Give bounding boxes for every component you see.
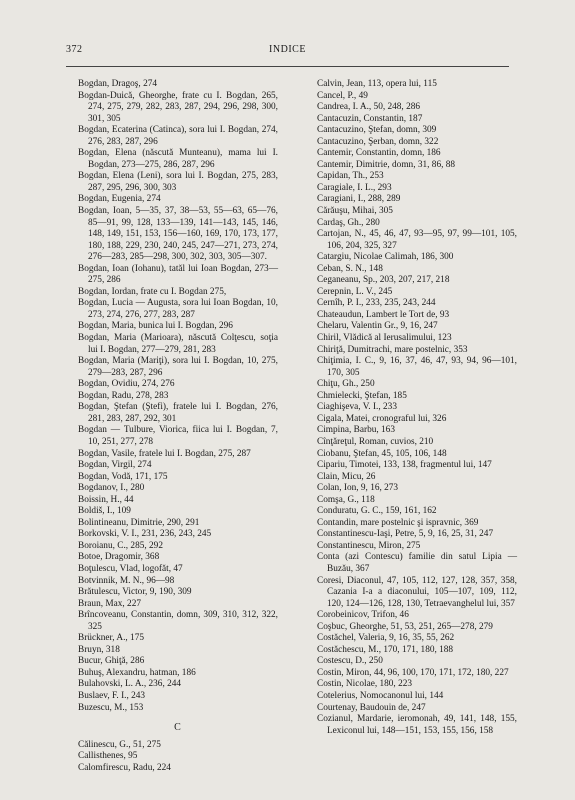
index-entry: Bogdan, Maria (Marioara), născută Colţescu, soţia lui I. Bogdan, 277—279, 281, 283 bbox=[78, 333, 278, 355]
index-entry: Bogdan, Virgil, 274 bbox=[78, 460, 152, 471]
index-entry: Coşbuc, Gheorghe, 51, 53, 251, 265—278, 279 bbox=[317, 621, 493, 632]
index-entry: Cimpina, Barbu, 163 bbox=[317, 425, 395, 436]
index-entry: Bogdan, Vasile, fratele lui I. Bogdan, 275, 287 bbox=[78, 448, 251, 459]
index-entry: Botvinnik, M. N., 96—98 bbox=[78, 575, 175, 586]
index-entry: Buslaev, F. I., 243 bbox=[78, 690, 146, 701]
index-entry: Bogdan, Ecaterina (Catinca), sora lui I. Bogdan, 274, 276, 283, 287, 296 bbox=[78, 125, 278, 147]
index-entry: Bogdan, Vodă, 171, 175 bbox=[78, 471, 168, 482]
index-entry: Brîncoveanu, Constantin, domn, 309, 310, 312, 322, 325 bbox=[78, 610, 278, 632]
index-entry: Chiriţă, Dumitrachi, mare postelnic, 353 bbox=[317, 344, 468, 355]
index-entry: Bogdan, Ioan (Iohanu), tatăl lui Ioan Bogdan, 273—275, 286 bbox=[78, 263, 278, 286]
index-entry: Bogdan, Dragoş, 274 bbox=[78, 79, 158, 89]
index-entry: Caragiale, I. L., 293 bbox=[317, 182, 392, 193]
index-entry: Calomfirescu, Radu, 224 bbox=[78, 762, 171, 773]
index-entry: Calvin, Jean, 113, opera lui, 115 bbox=[317, 79, 437, 89]
header-rule bbox=[66, 66, 509, 67]
index-entry: Bogdanov, I., 280 bbox=[78, 483, 145, 494]
page-title: INDICE bbox=[269, 44, 306, 55]
index-entry: Cărăuşu, Mihai, 305 bbox=[317, 206, 393, 217]
index-entry: Ciobanu, Ştefan, 45, 105, 106, 148 bbox=[317, 448, 447, 459]
index-entry: Clain, Micu, 26 bbox=[317, 471, 376, 482]
section-letter: C bbox=[174, 722, 182, 734]
index-entry: Comşa, G., 118 bbox=[317, 494, 375, 505]
index-entry: Bogdan, Lucia — Augusta, sora lui Ioan Bogdan, 10, 273, 274, 276, 277, 283, 287 bbox=[78, 298, 278, 320]
index-entry: Călinescu, G., 51, 275 bbox=[78, 739, 161, 750]
index-entry: Chelaru, Valentin Gr., 9, 16, 247 bbox=[317, 321, 438, 332]
index-entry: Cancel, P., 49 bbox=[317, 90, 368, 101]
index-entry: Botoe, Dragomir, 368 bbox=[78, 552, 160, 563]
index-entry: Braun, Max, 227 bbox=[78, 598, 142, 609]
index-entry: Chiril, Vlădică al Ierusalimului, 123 bbox=[317, 333, 452, 344]
index-entry: Cartojan, N., 45, 46, 47, 93—95, 97, 99—101, 105, 106, 204, 325, 327 bbox=[317, 229, 517, 251]
index-entry: Bogdan, Elena (Leni), sora lui I. Bogdan, 275, 283, 287, 295, 296, 300, 303 bbox=[78, 171, 278, 193]
index-entry: Ceganeanu, Sp., 203, 207, 217, 218 bbox=[317, 275, 450, 286]
index-entry: Cantacuzino, Şerban, domn, 322 bbox=[317, 136, 439, 147]
index-entry: Ciaghişeva, V. I., 233 bbox=[317, 402, 397, 413]
right-column bbox=[317, 79, 517, 737]
index-entry: Catargiu, Nicolae Calimah, 186, 300 bbox=[317, 252, 454, 263]
index-entry: Buzescu, M., 153 bbox=[78, 702, 144, 713]
index-entry: Cantemir, Dimitrie, domn, 31, 86, 88 bbox=[317, 159, 456, 170]
index-entry: Cînţăreţul, Roman, cuvios, 210 bbox=[317, 436, 434, 447]
index-entry: Conduratu, G. C., 159, 161, 162 bbox=[317, 506, 437, 517]
index-entry: Costăchescu, M., 170, 171, 180, 188 bbox=[317, 644, 454, 655]
index-entry: Courtenay, Baudouin de, 247 bbox=[317, 702, 426, 713]
index-entry: Bogdan, Eugenia, 274 bbox=[78, 194, 161, 205]
index-entry: Bogdan, Iordan, frate cu I. Bogdan 275, bbox=[78, 286, 227, 297]
index-entry: Cozianul, Mardarie, ieromonah, 49, 141, 148, 155, Lexiconul lui, 148—151, 153, 155, 156, 158 bbox=[317, 714, 517, 736]
index-entry: Bogdan, Ovidiu, 274, 276 bbox=[78, 379, 175, 390]
index-entry: Costăchel, Valeria, 9, 16, 35, 55, 262 bbox=[317, 633, 455, 644]
index-entry: Borkovski, V. I., 231, 236, 243, 245 bbox=[78, 529, 212, 540]
index-entry: Boissin, H., 44 bbox=[78, 494, 134, 505]
index-entry: Brătulescu, Victor, 9, 190, 309 bbox=[78, 587, 192, 598]
index-entry: Boroianu, C., 285, 292 bbox=[78, 540, 163, 551]
index-entry: Buhuş, Alexandru, hatman, 186 bbox=[78, 667, 196, 678]
index-entry: Cantemir, Constantin, domn, 186 bbox=[317, 148, 441, 159]
index-entry: Bogdan, Ioan, 5—35, 37, 38—53, 55—63, 65—76, 85—91, 99, 128, 133—139, 141—143, 145, 146, 148, 149, 151, 153, 156—160, 169, 170, 173, 177, 180, 188, 229, 230, 240, 245, 247—271, 273, 274, 276—283, 285—298, 300, 302, 303, 305—307. bbox=[78, 206, 278, 263]
index-entry: Chmielecki, Ştefan, 185 bbox=[317, 390, 407, 401]
index-entry: Chiţimia, I. C., 9, 16, 37, 46, 47, 93, 94, 96—101, 170, 305 bbox=[317, 356, 517, 378]
index-entry: Boldiš, I., 109 bbox=[78, 506, 131, 517]
left-column bbox=[78, 79, 278, 774]
index-entry: Bogdan, Radu, 278, 283 bbox=[78, 390, 169, 401]
index-entry: Capidan, Th., 253 bbox=[317, 171, 384, 182]
index-entry: Cantacuzino, Ştefan, domn, 309 bbox=[317, 125, 437, 136]
index-entry: Constantinescu-Iaşi, Petre, 5, 9, 16, 25, 31, 247 bbox=[317, 529, 494, 540]
index-entry: Corobeinicov, Trifon, 46 bbox=[317, 610, 409, 621]
index-entry: Contandin, mare postelnic şi ispravnic, 369 bbox=[317, 517, 479, 528]
index-entry: Ceban, S. N., 148 bbox=[317, 263, 383, 274]
index-entry: Brückner, A., 175 bbox=[78, 633, 144, 644]
index-entry: Cotelerius, Nomocanonul lui, 144 bbox=[317, 690, 444, 701]
index-entry: Conta (azi Contescu) familie din satul Lipia — Buzău, 367 bbox=[317, 552, 517, 574]
index-entry: Bogdan, Elena (născută Munteanu), mama lui I. Bogdan, 273—275, 286, 287, 296 bbox=[78, 148, 278, 170]
index-entry: Bruyn, 318 bbox=[78, 644, 120, 655]
index-entry: Caragiani, I., 288, 289 bbox=[317, 194, 401, 205]
index-entry: Cernîh, P. I., 233, 235, 243, 244 bbox=[317, 298, 436, 309]
index-entry: Callisthenes, 95 bbox=[78, 751, 138, 762]
index-entry: Bogdan-Duică, Gheorghe, frate cu I. Bogdan, 265, 274, 275, 279, 282, 283, 287, 294, 296, 298, 300, 301, 305 bbox=[78, 90, 278, 124]
index-entry: Bucur, Ghiţă, 286 bbox=[78, 656, 145, 667]
page-number: 372 bbox=[66, 44, 83, 55]
index-entry: Bulahovski, L. A., 236, 244 bbox=[78, 679, 182, 690]
index-entry: Coresi, Diaconul, 47, 105, 112, 127, 128, 357, 358, Cazania I-a a diaconului, 105—107, 109, 112, 120, 124—126, 128, 130, Tetraevanghelul lui, 357 bbox=[317, 575, 517, 609]
index-entry: Cardaş, Gh., 280 bbox=[317, 217, 380, 228]
index-entry: Costin, Miron, 44, 96, 100, 170, 171, 172, 180, 227 bbox=[317, 667, 509, 678]
index-entry: Bogdan, Ştefan (Ştefi), fratele lui I. Bogdan, 276, 281, 283, 287, 292, 301 bbox=[78, 402, 278, 424]
index-entry: Chiţu, Gh., 250 bbox=[317, 379, 375, 390]
index-entry: Colan, Ion, 9, 16, 273 bbox=[317, 483, 399, 494]
index-entry: Cigala, Matei, cronograful lui, 326 bbox=[317, 413, 447, 424]
index-entry: Bogdan, Maria, bunica lui I. Bogdan, 296 bbox=[78, 321, 233, 332]
index-entry: Constantinescu, Miron, 275 bbox=[317, 540, 421, 551]
index-entry: Boţulescu, Vlad, logofăt, 47 bbox=[78, 563, 183, 574]
index-entry: Bogdan — Tulbure, Viorica, fiica lui I. Bogdan, 7, 10, 251, 277, 278 bbox=[78, 425, 278, 447]
index-entry: Candrea, I. A., 50, 248, 286 bbox=[317, 102, 421, 113]
index-entry: Costin, Nicolae, 180, 223 bbox=[317, 679, 413, 690]
index-entry: Bolintineanu, Dimitrie, 290, 291 bbox=[78, 517, 200, 528]
index-entry: Bogdan, Maria (Mariţi), sora lui I. Bogdan, 10, 275, 279—283, 287, 296 bbox=[78, 356, 278, 378]
index-entry: Cerepnin, L. V., 245 bbox=[317, 286, 393, 297]
index-entry: Cipariu, Timotei, 133, 138, fragmentul lui, 147 bbox=[317, 460, 492, 471]
index-entry: Cantacuzin, Constantin, 187 bbox=[317, 113, 423, 124]
index-entry: Chateaudun, Lambert le Tort de, 93 bbox=[317, 309, 450, 320]
index-entry: Costescu, D., 250 bbox=[317, 656, 383, 667]
